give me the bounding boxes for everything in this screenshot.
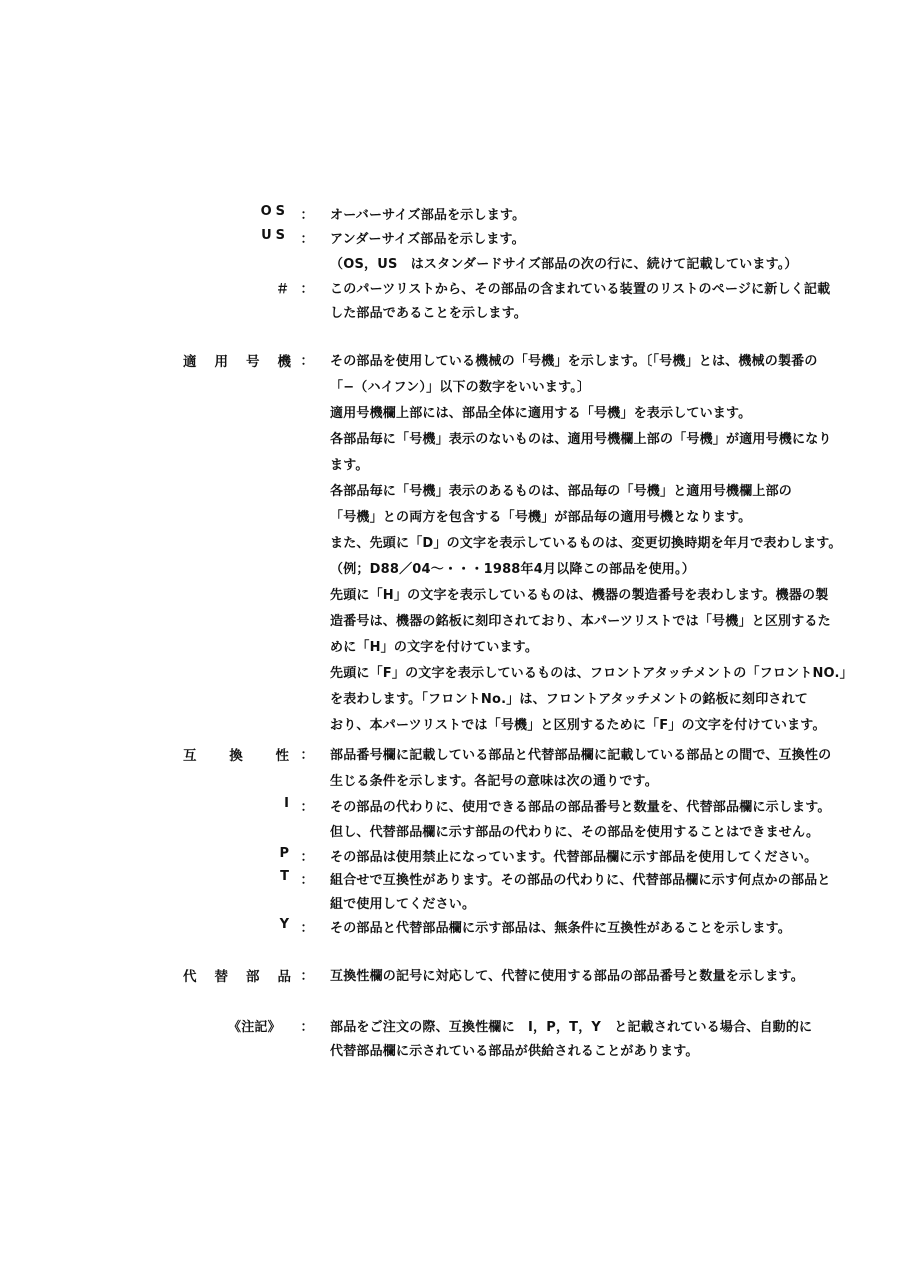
applicable-line: 先頭に「H」の文字を表示しているものは、機器の製造番号を表わします。機器の製: [330, 588, 829, 603]
applicable-line: めに「H」の文字を付けています。: [330, 640, 539, 655]
os-description: オーバーサイズ部品を示します。: [330, 208, 526, 223]
code-y: Y: [279, 917, 289, 932]
applicable-line: 「号機」との両方を包含する「号機」が部品毎の適用号機となります。: [330, 510, 752, 525]
interchange-line: 部品番号欄に記載している部品と代替部品欄に記載している部品との間で、互換性の: [330, 748, 832, 763]
colon: ：: [300, 208, 314, 223]
note-line: 代替部品欄に示されている部品が供給されることがあります。: [330, 1044, 699, 1059]
term-substitute-part: [183, 965, 291, 985]
term-applicable-machine: [183, 350, 291, 370]
code-t: T: [280, 869, 289, 884]
term-char: 品: [277, 969, 291, 985]
term-char: 替: [214, 969, 228, 985]
applicable-line: また、先頭に「D」の文字を表示しているものは、変更切換時期を年月で表わします。: [330, 536, 842, 551]
applicable-line: 各部品毎に「号機」表示のあるものは、部品毎の「号機」と適用号機欄上部の: [330, 484, 793, 499]
note-line: 部品をご注文の際、互換性欄に I，P，T，Y と記載されている場合、自動的に: [330, 1020, 813, 1035]
term-char: 号: [246, 354, 260, 370]
code-t-line: 組で使用してください。: [330, 897, 476, 912]
applicable-line: 適用号機欄上部には、部品全体に適用する「号機」を表示しています。: [330, 406, 752, 421]
substitute-line: 互換性欄の記号に対応して、代替に使用する部品の部品番号と数量を示します。: [330, 969, 804, 984]
colon: ：: [300, 800, 314, 815]
hash-description-line: このパーツリストから、その部品の含まれている装置のリストのページに新しく記載: [330, 282, 831, 297]
term-os: OS: [260, 204, 289, 219]
code-i-line: 但し、代替部品欄に示す部品の代わりに、その部品を使用することはできません。: [330, 825, 820, 840]
code-p: P: [279, 846, 289, 861]
note-heading: 《注記》: [228, 1020, 281, 1035]
term-char: 部: [246, 969, 260, 985]
code-y-line: その部品と代替部品欄に示す部品は、無条件に互換性があることを示します。: [330, 921, 791, 936]
colon: ：: [300, 354, 314, 369]
term-char: 互: [183, 748, 197, 764]
applicable-line: 造番号は、機器の銘板に刻印されており、本パーツリストでは「号機」と区別するた: [330, 614, 831, 629]
applicable-line: おり、本パーツリストでは「号機」と区別するために「F」の文字を付けています。: [330, 718, 826, 733]
applicable-line: 「−（ハイフン）」以下の数字をいいます。〕: [330, 380, 591, 395]
term-interchangeability: [183, 744, 289, 764]
term-char: 用: [214, 354, 228, 370]
term-char: 換: [229, 748, 243, 764]
code-i: I: [284, 796, 289, 811]
colon: ：: [300, 850, 314, 865]
term-hash: ＃: [275, 282, 289, 297]
term-us: US: [261, 228, 289, 243]
us-description-line: アンダーサイズ部品を示します。: [330, 232, 525, 247]
term-char: 性: [275, 748, 289, 764]
us-description-line: （OS，US はスタンダードサイズ部品の次の行に、続けて記載しています。）: [330, 257, 798, 272]
applicable-line: を表わします。「フロントNo.」は、フロントアタッチメントの銘板に刻印されて: [330, 692, 808, 707]
hash-description-line: した部品であることを示します。: [330, 306, 527, 321]
colon: ：: [300, 748, 314, 763]
colon: ：: [300, 232, 314, 247]
applicable-line: ます。: [330, 458, 369, 473]
colon: ：: [300, 969, 314, 984]
code-i-line: その部品の代わりに、使用できる部品の部品番号と数量を、代替部品欄に示します。: [330, 800, 831, 815]
colon: ：: [300, 921, 314, 936]
colon: ：: [300, 873, 314, 888]
applicable-line: （例；D88／04〜・・・1988年4月以降この部品を使用。）: [330, 562, 695, 577]
colon: ：: [300, 1020, 314, 1035]
code-t-line: 組合せで互換性があります。その部品の代わりに、代替部品欄に示す何点かの部品と: [330, 873, 831, 888]
term-char: 代: [183, 969, 197, 985]
term-char: 適: [183, 354, 197, 370]
colon: ：: [300, 282, 314, 297]
applicable-line: その部品を使用している機械の「号機」を示します。〔「号機」とは、機械の製番の: [330, 354, 818, 369]
term-char: 機: [277, 354, 291, 370]
code-p-line: その部品は使用禁止になっています。代替部品欄に示す部品を使用してください。: [330, 850, 818, 865]
applicable-line: 各部品毎に「号機」表示のないものは、適用号機欄上部の「号機」が適用号機になり: [330, 432, 832, 447]
applicable-line: 先頭に「F」の文字を表示しているものは、フロントアタッチメントの「フロントNO.」: [330, 666, 853, 681]
interchange-line: 生じる条件を示します。各記号の意味は次の通りです。: [330, 774, 658, 789]
